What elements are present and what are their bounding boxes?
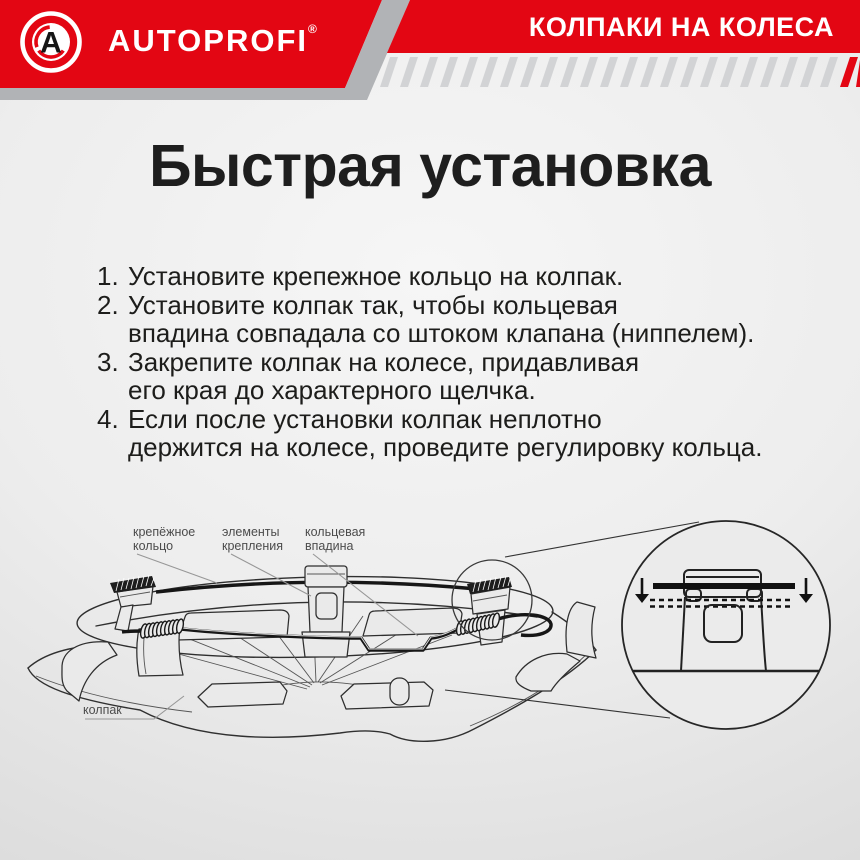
wheel-cover-diagram (0, 500, 860, 760)
instruction-item (97, 348, 797, 405)
mounting-ring-end-loop (498, 615, 551, 636)
item-line: Закрепите колпак на колесе, придавливая (128, 346, 640, 377)
item-line: его края до характерного щелчка. (128, 375, 536, 405)
registered-mark: ® (308, 22, 317, 36)
decor-hatch-stripes-red (840, 57, 860, 87)
item-number: 2. (97, 289, 119, 320)
item-line: Установите крепежное кольцо на колпак. (128, 261, 624, 291)
label-mounting-ring: крепёжное (133, 525, 196, 539)
vent-pad (341, 682, 433, 709)
instruction-item (97, 262, 797, 291)
fastening-clip-right (467, 576, 512, 645)
item-number: 3. (97, 346, 119, 377)
label-ring-groove: впадина (305, 539, 354, 553)
label-mounting-ring: кольцо (133, 539, 174, 553)
brand-text: AUTOPROFI (108, 23, 308, 58)
item-number: 4. (97, 403, 119, 434)
vent-pad (62, 642, 117, 701)
clip-window (316, 593, 337, 619)
page-title: Быстрая установка (149, 133, 711, 199)
item-line: Если после установки колпак неплотно (128, 403, 602, 434)
item-number: 1. (97, 261, 119, 291)
instruction-item (97, 405, 797, 462)
label-cap: колпак (83, 703, 122, 717)
brand-name (108, 22, 317, 59)
label-ring-groove: кольцевая (305, 525, 366, 539)
vent-pad (566, 602, 596, 658)
vent-pad (198, 682, 287, 707)
logo-a-icon: A (40, 26, 62, 60)
decor-hatch-stripes (380, 57, 838, 87)
retaining-ring-bar (653, 583, 795, 589)
label-fastening-elements: крепления (222, 539, 284, 553)
leader-line (231, 554, 311, 596)
instruction-item (97, 291, 797, 348)
zoom-cone-line (445, 690, 670, 718)
cap-outline (28, 650, 596, 741)
product-category-badge: КОЛПАКИ НА КОЛЕСА (528, 12, 834, 42)
item-line: держится на колесе, проведите регулировку кольца. (128, 432, 763, 462)
instruction-list (97, 262, 797, 462)
item-line: впадина совпадала со штоком клапана (ниппелем). (128, 318, 755, 348)
fastening-clip-middle (302, 566, 350, 657)
valve-thumb-notch (390, 678, 409, 705)
magnifier-detail (622, 521, 830, 729)
item-line: Установите колпак так, чтобы кольцевая (128, 289, 618, 320)
magnifier-circle (622, 521, 830, 729)
label-fastening-elements: элементы (222, 525, 280, 539)
